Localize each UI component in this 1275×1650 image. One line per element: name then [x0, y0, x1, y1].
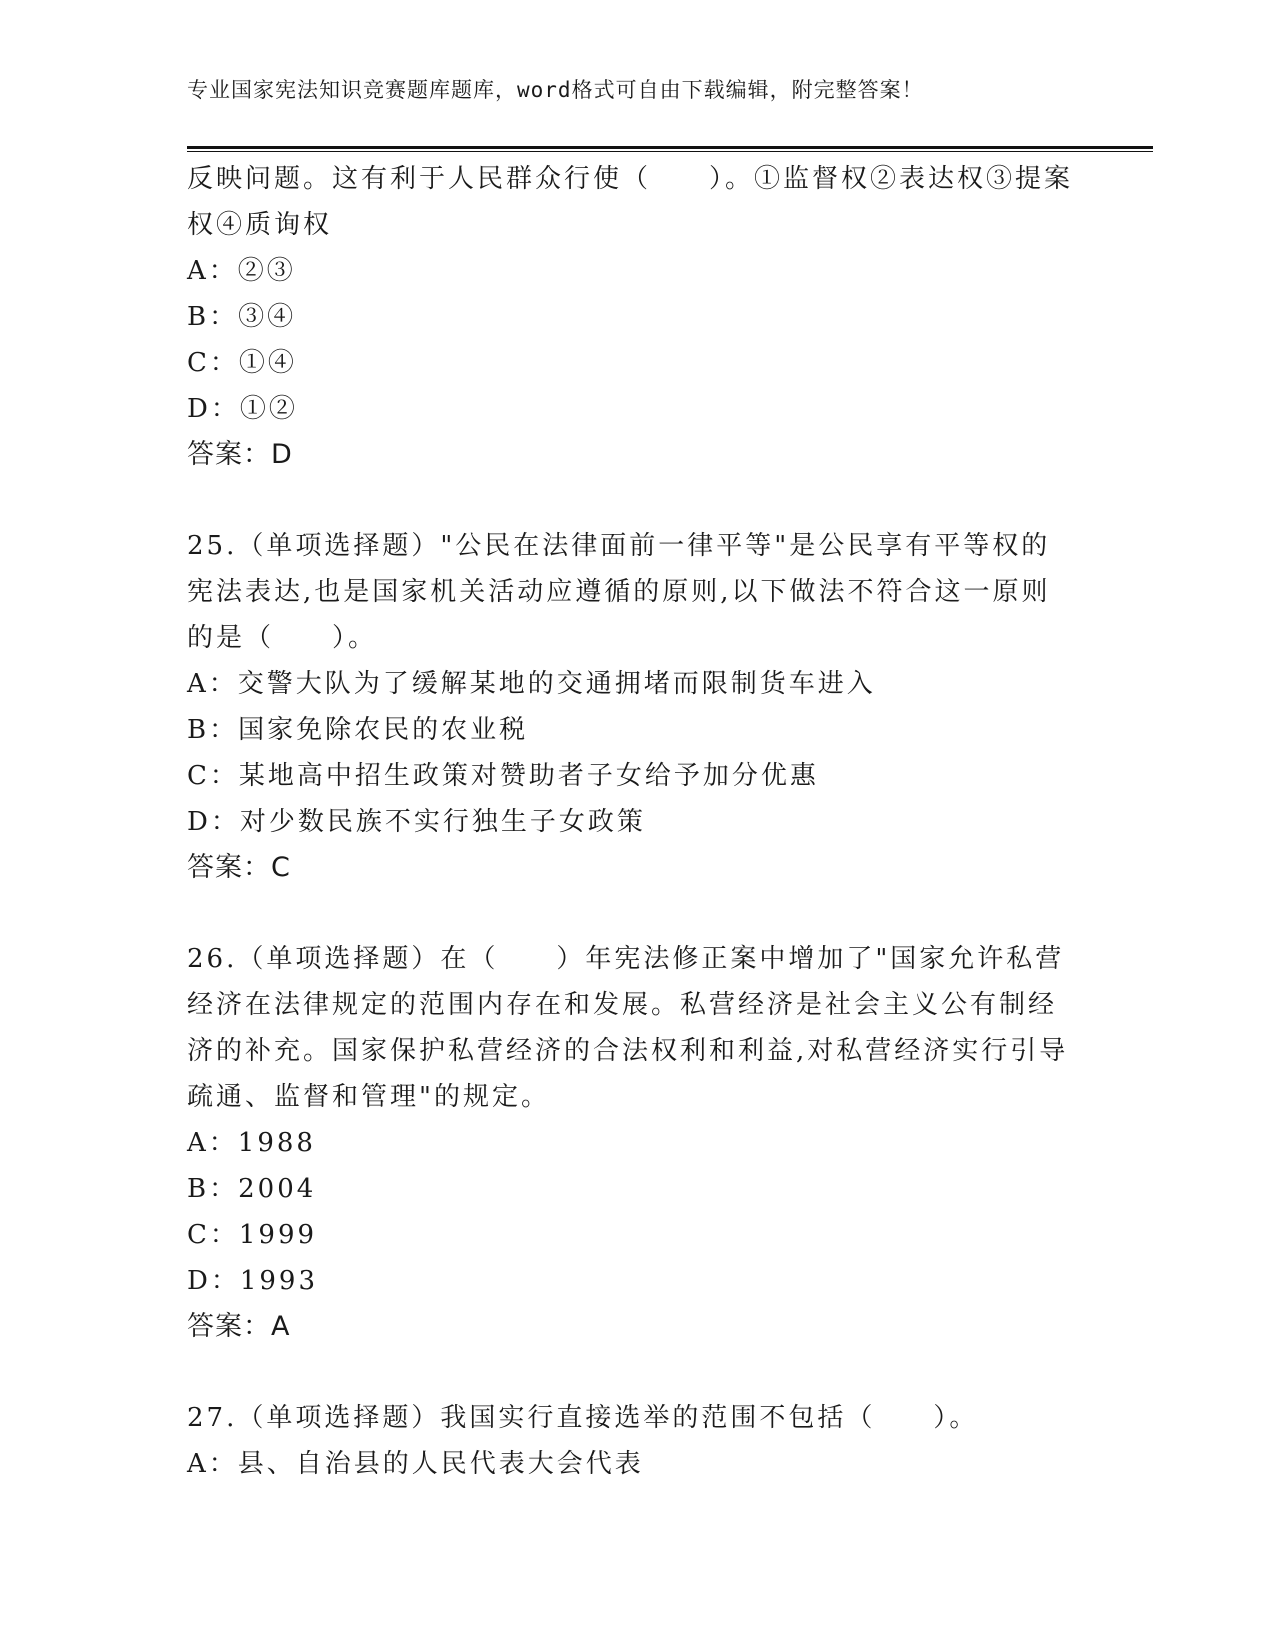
answer-line: 答案：A: [187, 1311, 291, 1342]
option-c: C：某地高中招生政策对赞助者子女给予加分优惠: [187, 761, 819, 791]
question-text-line: 疏通、监督和管理"的规定。: [187, 1082, 550, 1112]
question-block: [187, 1395, 1087, 1487]
option-c: C：1999: [187, 1220, 318, 1250]
option-b: B：国家免除农民的农业税: [187, 715, 529, 745]
option-a: A：②③: [187, 256, 296, 286]
option-d: D：1993: [187, 1266, 319, 1296]
block-gap: [187, 478, 1087, 523]
header-rule-thin: [187, 151, 1153, 152]
question-text-line: 权④质询权: [187, 210, 333, 240]
question-text-line: 反映问题。这有利于人民群众行使（ ）。①监督权②表达权③提案: [187, 164, 1074, 194]
question-text-line: 27.（单项选择题）我国实行直接选举的范围不包括（ ）。: [187, 1403, 979, 1433]
header-rule-thick: [187, 146, 1153, 149]
option-b: B：③④: [187, 302, 297, 332]
answer-line: 答案：C: [187, 852, 291, 883]
question-block: [187, 156, 1087, 478]
block-gap: [187, 1350, 1087, 1395]
question-text-line: 宪法表达,也是国家机关活动应遵循的原则,以下做法不符合这一原则: [187, 577, 1051, 607]
option-b: B：2004: [187, 1174, 317, 1204]
question-text-line: 25.（单项选择题）"公民在法律面前一律平等"是公民享有平等权的: [187, 531, 1051, 561]
page-header: 专业国家宪法知识竞赛题库题库，word格式可自由下载编辑，附完整答案！: [187, 78, 924, 102]
question-text-line: 济的补充。国家保护私营经济的合法权利和利益,对私营经济实行引导: [187, 1036, 1069, 1066]
question-block: [187, 936, 1087, 1350]
option-d: D：对少数民族不实行独生子女政策: [187, 807, 646, 837]
option-d: D：①②: [187, 394, 298, 424]
option-a: A：县、自治县的人民代表大会代表: [187, 1449, 644, 1479]
block-gap: [187, 891, 1087, 936]
question-content: [187, 156, 1087, 1487]
question-text-line: 经济在法律规定的范围内存在和发展。私营经济是社会主义公有制经: [187, 990, 1058, 1020]
option-a: A：交警大队为了缓解某地的交通拥堵而限制货车进入: [187, 669, 876, 699]
option-a: A：1988: [187, 1128, 316, 1158]
option-c: C：①④: [187, 348, 297, 378]
question-block: [187, 523, 1087, 891]
question-text-line: 的是（ ）。: [187, 623, 378, 653]
question-text-line: 26.（单项选择题）在（ ）年宪法修正案中增加了"国家允许私营: [187, 944, 1065, 974]
answer-line: 答案：D: [187, 439, 293, 470]
